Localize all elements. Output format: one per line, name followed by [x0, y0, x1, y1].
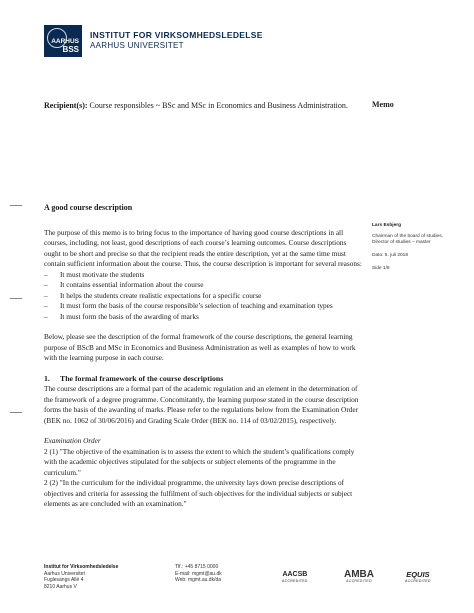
author-role: Chairman of the board of studies, Director of studies – master — [372, 234, 443, 245]
footer-line: E-mail: mgmt@au.dk — [175, 570, 222, 577]
footer-address — [44, 564, 118, 590]
list-item: – It must form the basis of the awarding of marks — [44, 312, 362, 323]
footer-line: Aarhus Universitet — [44, 570, 85, 577]
section-paragraph: The course descriptions are a formal part of the academic regulation and an element in the determination of the framework of a degree programme. Concomitantly, the learning purpose stated in the course description forms the basis of the awarding of marks. Please refer to the regulations below from the Examination Order (BEK no. 1062 of 30/06/2016) and Grading Scale Order (BEK no. 114 of 03/02/2015), respectively. — [44, 384, 359, 425]
footer-line: Web: mgmt.au.dk/da — [175, 577, 222, 583]
recipient-label: Recipient(s): — [44, 101, 88, 110]
quote-paragraph: 2 (1) "The objective of the examination is to assess the extent to which the student’s qualifications comply with the academic objectives stipulated for the subjects or subject elements of the programme in the curriculum." — [44, 446, 355, 477]
memo-label: Memo — [372, 100, 394, 109]
institute-name: INSTITUT FOR VIRKSOMHEDSLEDELSE — [90, 30, 263, 40]
quote-paragraph: 2 (2) "In the curriculum for the individual programme, the university lays down precise descriptions of objectives and criteria for assessing the fulfilment of such objectives for the individual subjects or subject elements as are concluded with an examination." — [44, 478, 353, 508]
footer-line: Fuglesangs Allé 4 — [44, 577, 84, 583]
section-title: The formal framework of the course descriptions — [60, 373, 224, 383]
list-item: – It must form the basis of the course responsible’s selection of teaching and examination types — [44, 301, 362, 312]
fold-mark — [10, 298, 22, 299]
fold-mark — [10, 412, 22, 413]
list-item: – It helps the students create realistic expectations for a specific course — [44, 291, 362, 302]
intro-paragraph: The purpose of this memo is to bring focus to the importance of having good course descriptions in all courses, including, not least, good descriptions of each course’s learning outcomes. Course descriptions ought to be short and precise so that the recipient reads the entire description, yet at the same time must contain sufficient information about the course. Thus, the course description is important for several reasons: — [44, 227, 362, 268]
university-name: AARHUS UNIVERSITET — [90, 41, 184, 50]
logo-line1: AARHUS — [51, 38, 79, 45]
aarhus-bss-logo — [44, 25, 82, 57]
footer-contact — [175, 564, 222, 584]
fold-mark — [10, 205, 22, 206]
aacsb-logo — [282, 571, 308, 585]
sidebar-author — [372, 223, 452, 272]
list-item: – It contains essential information about the course — [44, 280, 362, 291]
section-number: 1. — [44, 373, 50, 383]
equis-sub: ACCREDITED — [405, 579, 431, 583]
university-seal-icon — [47, 28, 67, 48]
memo-body — [44, 203, 362, 510]
framework-paragraph: Below, please see the description of the formal framework of the course descriptions, the general learning purpose of BScB and MSc in Economics and Business Administration as well as examples of how to work with the learning purpose in each course. — [44, 332, 356, 362]
examination-order-label: Examination Order — [44, 436, 101, 445]
amba-sub: ACCREDITED — [346, 579, 372, 583]
footer-line: Tlf.: +45 8715 0000 — [175, 564, 219, 570]
author-name: Lars Esbjerg — [372, 223, 402, 228]
reasons-list — [44, 270, 362, 323]
list-item: – It must motivate the students — [44, 270, 362, 281]
footer-line: 8210 Aarhus V — [44, 583, 77, 590]
body-heading: A good course description — [44, 203, 133, 212]
equis-label: EQUIS — [406, 570, 430, 579]
footer-line: Institut for Virksomhedsledelse — [44, 564, 119, 570]
aacsb-label: AACSB — [282, 571, 308, 578]
section-heading — [44, 374, 362, 385]
aacsb-sub: ACCREDITED — [282, 579, 308, 583]
amba-label: AMBA — [344, 569, 374, 580]
memo-date: Dato: 5. juli 2018 — [372, 253, 409, 258]
equis-logo — [405, 571, 431, 585]
recipient-text: Course responsibles ~ BSc and MSc in Economics and Business Administration. — [89, 101, 348, 110]
recipient-block — [44, 100, 362, 112]
logo-line2: BSS — [62, 45, 79, 54]
amba-logo — [344, 571, 374, 585]
page-number: Side 1/8 — [372, 266, 390, 271]
